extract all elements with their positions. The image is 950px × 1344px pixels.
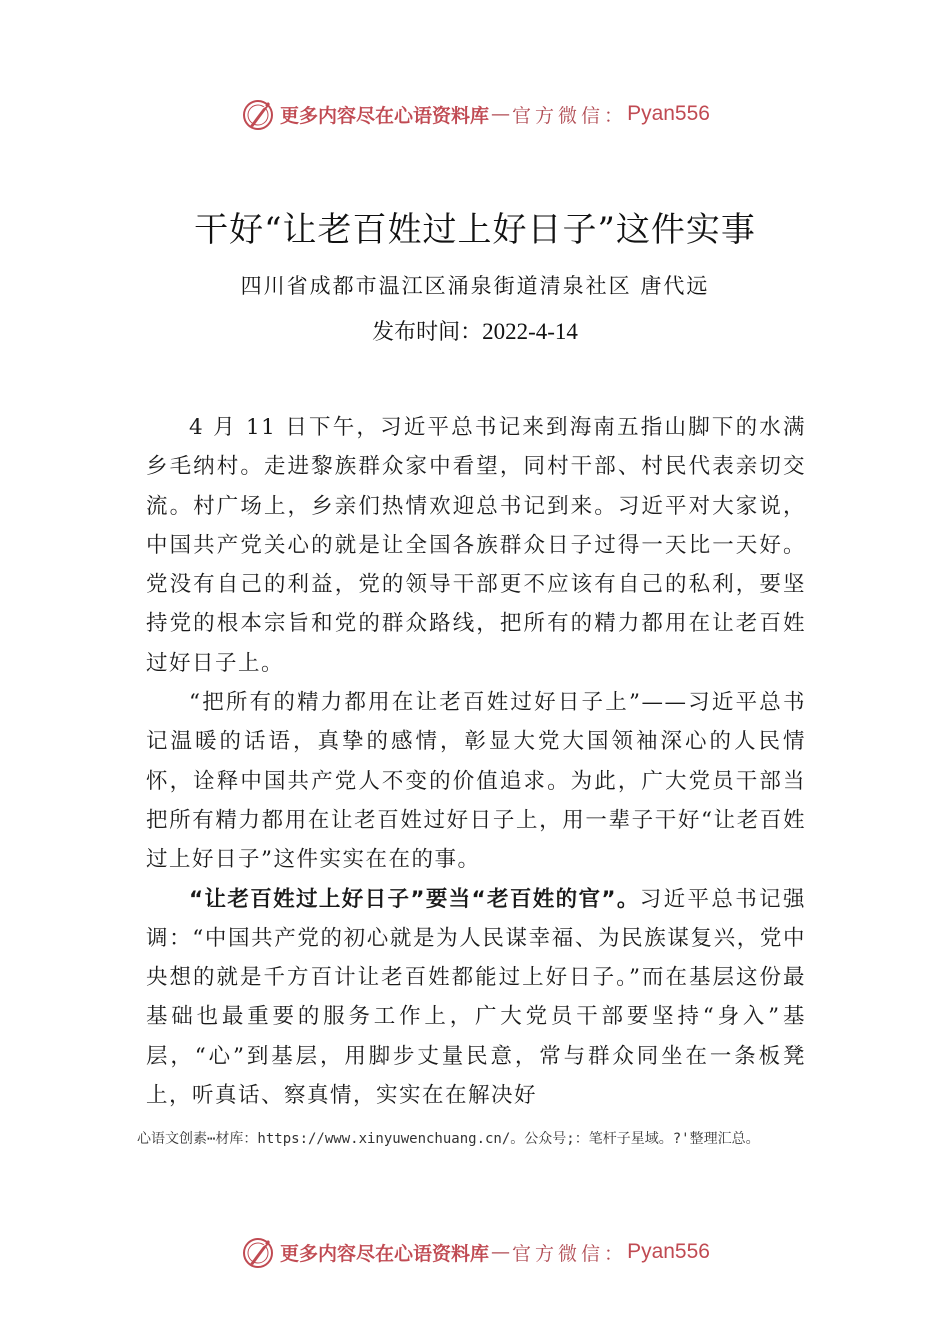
- paragraph-2-text: “把所有的精力都用在让老百姓过好日子上”——习近平总书记温暖的话语，真挚的感情，彰显大党大国领袖深心的人民情怀，诠释中国共产党人不变的价值追求。为此，广大党员干部当把所有精力都用在让老百姓过好日子上，用一辈子干好“让老百姓过上好日子”这件实实在在的事。: [146, 690, 806, 873]
- wechat-label: 官方微信：: [512, 104, 628, 127]
- wechat-label: 官方微信：: [512, 1242, 628, 1265]
- paragraph-3: [146, 880, 806, 1116]
- quill-pen-icon: [240, 96, 276, 132]
- date-value: 2022-4-14: [482, 319, 578, 344]
- wechat-id: Pyan556: [627, 1240, 710, 1263]
- paragraph-1-text: 4 月 11 日下午，习近平总书记来到海南五指山脚下的水满乡毛纳村。走进黎族群众家中看望，同村干部、村民代表亲切交流。村广场上，乡亲们热情欢迎总书记到来。习近平对大家说，中国共产党关心的就是让全国各族群众日子过得一天比一天好。党没有自己的利益，党的领导干部更不应该有自己的私利，要坚持党的根本宗旨和党的群众路线，把所有的精力都用在让老百姓过好日子上。: [146, 415, 806, 676]
- paragraph-1: [146, 408, 806, 683]
- brand-text: 更多内容尽在心语资料库: [280, 1242, 490, 1265]
- wechat-id: Pyan556: [627, 102, 710, 125]
- article-body: [146, 408, 806, 1115]
- footer-banner: [0, 1232, 950, 1272]
- brand-text: 更多内容尽在心语资料库: [280, 104, 490, 127]
- publish-date: [0, 315, 950, 346]
- document-author: 四川省成都市温江区涌泉街道清泉社区 唐代远: [240, 274, 710, 298]
- source-footnote: 心语文创素⋯材库：https://www.xinyuwenchuang.cn/。公众号;：笔杆子星域。?'整理汇总。: [137, 1131, 760, 1147]
- quill-pen-icon: [240, 1234, 276, 1270]
- paragraph-3-text: 习近平总书记强调：“中国共产党的初心就是为人民谋幸福、为民族谋复兴，党中央想的就是千方百计让老百姓都能过上好日子。”而在基层这份最基础也最重要的服务工作上，广大党员干部要坚持“身入”基层，“心”到基层，用脚步丈量民意，常与群众同坐在一条板凳上，听真话、察真情，实实在在解决好: [146, 886, 806, 1109]
- header-banner: [0, 94, 950, 134]
- document-title: 干好“让老百姓过上好日子”这件实事: [194, 210, 756, 250]
- date-label: 发布时间：: [372, 320, 483, 345]
- separator: —: [491, 1241, 511, 1263]
- paragraph-3-lead: “让老百姓过上好日子”要当“老百姓的官”。: [189, 886, 640, 912]
- separator: —: [491, 103, 511, 125]
- paragraph-2: [146, 683, 806, 879]
